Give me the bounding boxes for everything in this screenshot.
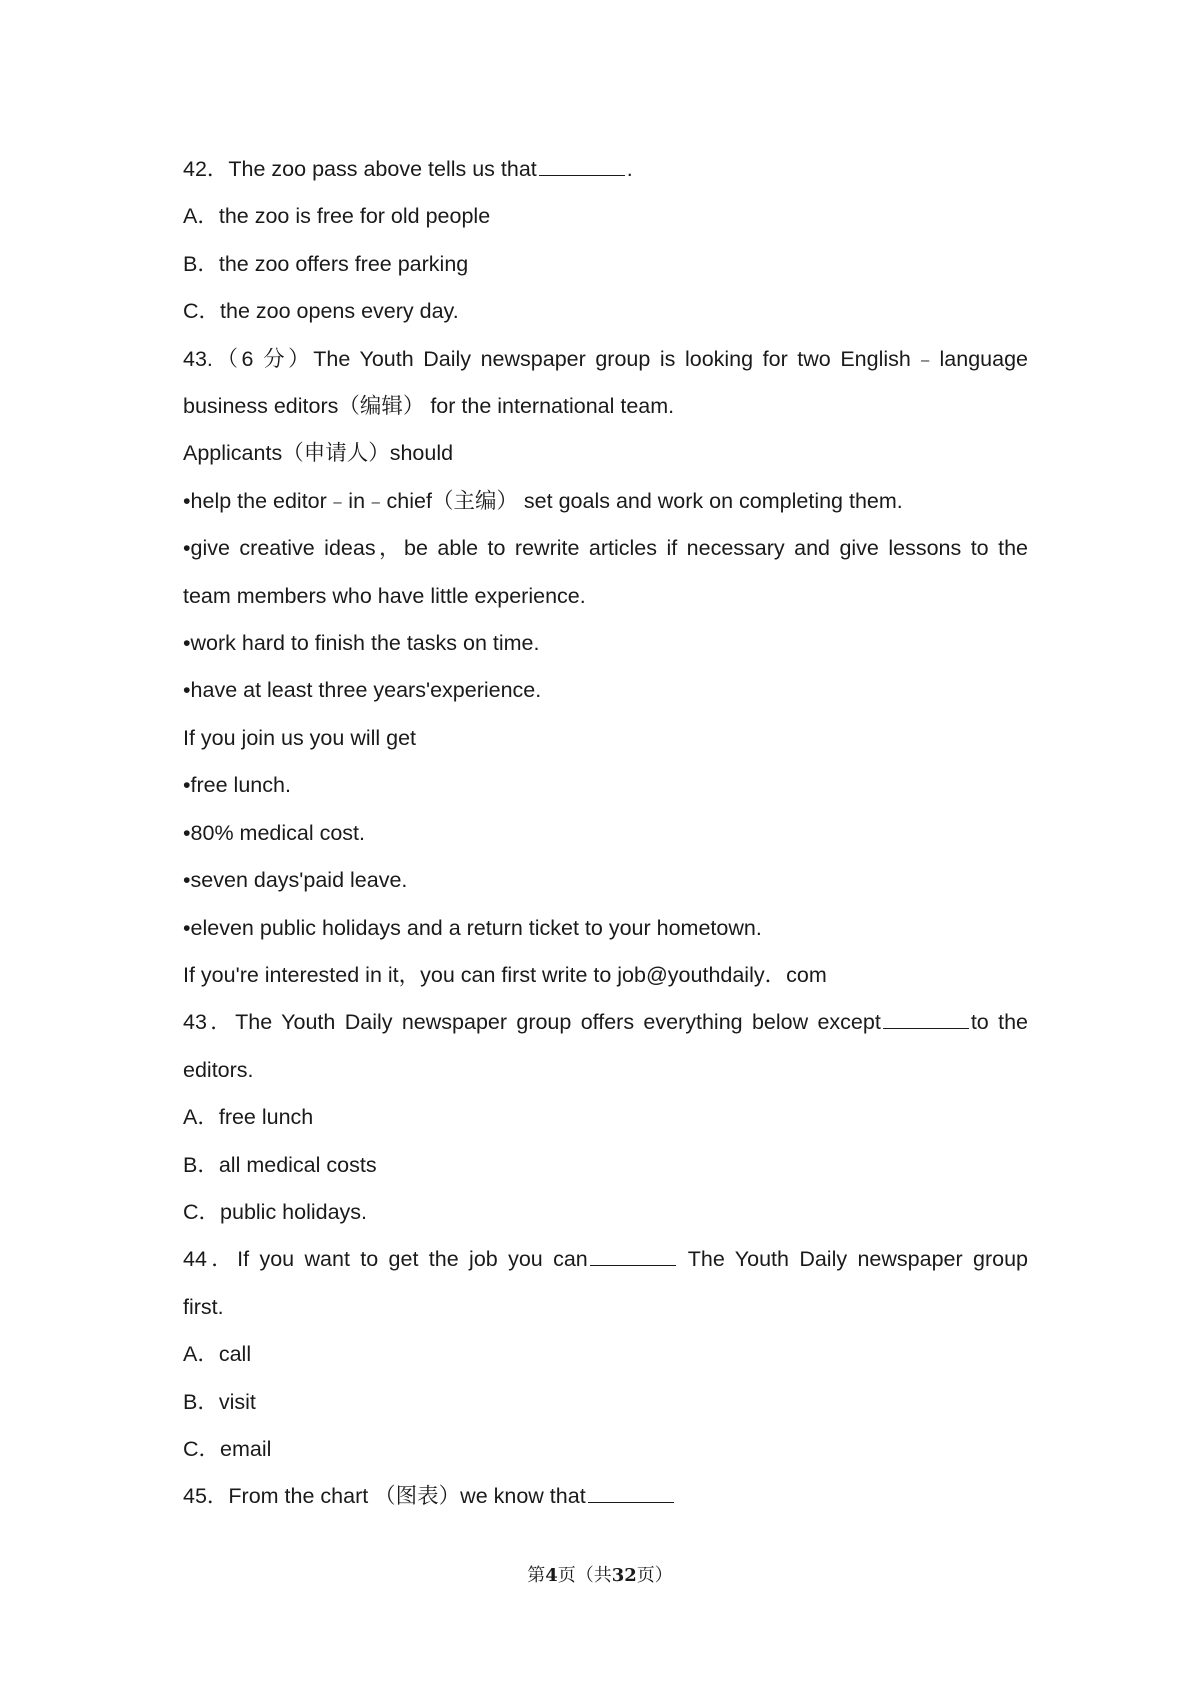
- q45-stem-text: 45．From the chart （图表）we know that: [183, 1484, 586, 1509]
- passage43-applicants-heading: Applicants（申请人）should: [183, 441, 454, 466]
- q42-option-a: A．the zoo is free for old people: [183, 204, 491, 229]
- q44-option-b: B．visit: [183, 1389, 256, 1414]
- passage43-requirement-2-cont: team members who have little experience.: [183, 583, 586, 608]
- q43-stem: [183, 999, 1028, 1046]
- q42-stem-end: .: [626, 157, 633, 181]
- footer-total-pages: 32: [611, 1565, 637, 1586]
- q42-option-c: C．the zoo opens every day.: [183, 299, 459, 324]
- passage43-requirement-2: •give creative ideas，be able to rewrite articles if necessary and give lessons to the: [183, 536, 1028, 561]
- passage43-benefit-2: •80% medical cost.: [183, 820, 365, 845]
- passage43-requirement-3: •work hard to finish the tasks on time.: [183, 631, 540, 656]
- footer-prefix: 第: [527, 1565, 546, 1586]
- q42-stem: [183, 146, 1028, 193]
- q42-stem-text: 42．The zoo pass above tells us that: [183, 157, 537, 181]
- page-content: [183, 146, 1028, 1521]
- q44-stem-text: 44．If you want to get the job you can: [183, 1247, 588, 1272]
- footer-suffix: 页）: [636, 1565, 673, 1586]
- passage43-benefit-1: •free lunch.: [183, 773, 291, 798]
- passage43-benefits-heading: If you join us you will get: [183, 725, 417, 750]
- passage43-intro-line2: business editors（编辑） for the international team.: [183, 394, 675, 419]
- q44-option-a: A．call: [183, 1342, 252, 1367]
- q44-stem-line2: first.: [183, 1294, 224, 1319]
- q43-option-b: B．all medical costs: [183, 1152, 377, 1177]
- q44-option-c: C．email: [183, 1436, 272, 1461]
- q43-stem-line2: editors.: [183, 1057, 254, 1082]
- q43-option-a: A．free lunch: [183, 1105, 314, 1130]
- q43-option-c: C．public holidays.: [183, 1199, 368, 1224]
- q43-stem-text: 43．The Youth Daily newspaper group offers everything below except: [183, 1010, 881, 1035]
- footer-page-number: 4: [545, 1565, 558, 1586]
- passage43-benefit-4: •eleven public holidays and a return ticket to your hometown.: [183, 915, 762, 940]
- passage43-benefit-3: •seven days'paid leave.: [183, 868, 408, 893]
- q45-stem: [183, 1473, 1028, 1520]
- passage43-intro-line1: 43.（6 分）The Youth Daily newspaper group is looking for two English﹣language: [183, 346, 1028, 371]
- q44-stem-end: The Youth Daily newspaper group: [677, 1247, 1028, 1272]
- q45-answer-blank: [588, 1501, 674, 1503]
- passage43-contact: If you're interested in it，you can first write to job@youthdaily．com: [183, 962, 827, 987]
- q42-answer-blank: [539, 174, 625, 176]
- q43-answer-blank: [883, 1027, 969, 1029]
- q44-answer-blank: [590, 1264, 676, 1266]
- q43-stem-end: to the: [970, 1010, 1028, 1035]
- passage43-requirement-4: •have at least three years'experience.: [183, 678, 542, 703]
- q44-stem: [183, 1236, 1028, 1283]
- q42-option-b: B．the zoo offers free parking: [183, 251, 469, 276]
- page-footer: [0, 1561, 1200, 1587]
- footer-middle: 页（共: [557, 1565, 612, 1586]
- passage43-requirement-1: •help the editor﹣in﹣chief（主编） set goals and work on completing them.: [183, 488, 903, 513]
